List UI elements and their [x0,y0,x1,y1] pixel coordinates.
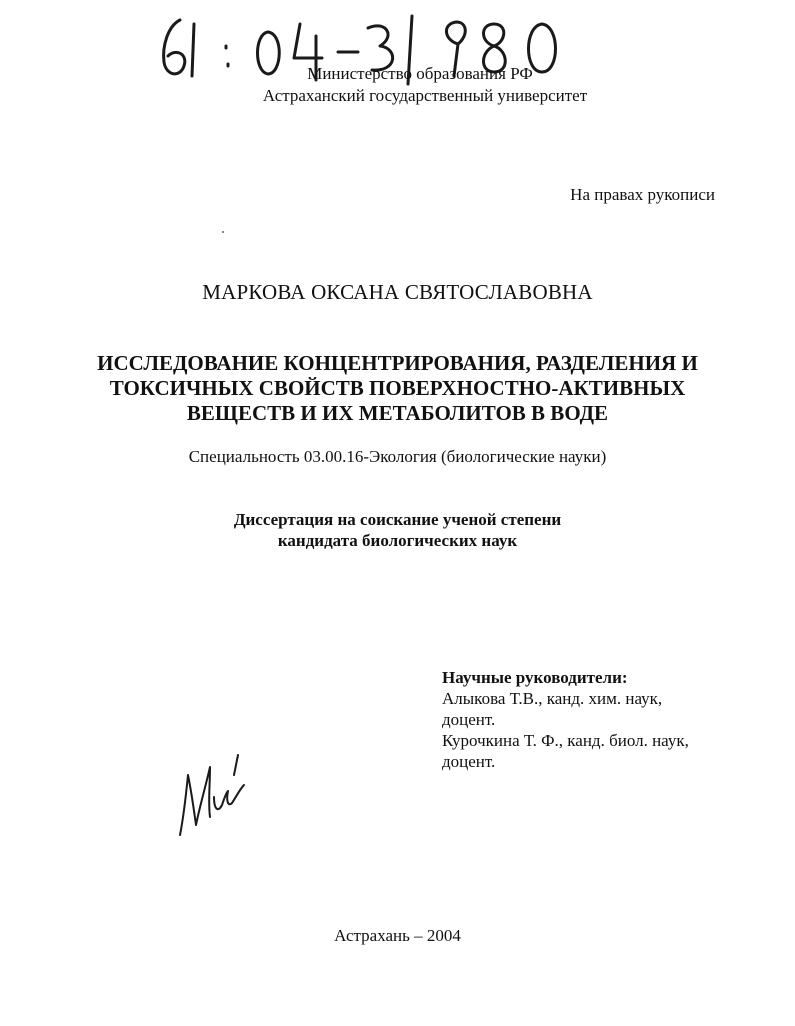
author-name: МАРКОВА ОКСАНА СВЯТОСЛАВОВНА [202,280,593,304]
dissertation-title [0,351,795,426]
supervisor-line: доцент. [442,710,496,729]
degree-line: Диссертация на соискание ученой степени [233,510,562,529]
ministry-name: Министерство образования РФ [307,64,533,83]
supervisor-line: Курочкина Т. Ф., канд. биол. наук, [442,731,689,750]
city-year: Астрахань – 2004 [334,926,461,945]
title-line: ВЕЩЕСТВ И ИХ МЕТАБОЛИТОВ В ВОДЕ [186,401,609,425]
supervisor-line: Алыкова Т.В., канд. хим. наук, [442,689,663,708]
supervisor-line: доцент. [442,752,496,771]
scan-speck [222,231,224,233]
specialty: Специальность 03.00.16-Экология (биологические науки) [188,447,607,466]
title-line: ТОКСИЧНЫХ СВОЙСТВ ПОВЕРХНОСТНО-АКТИВНЫХ [109,376,686,400]
handwritten-signature [170,745,250,845]
supervisors-heading: Научные руководители: [442,668,628,687]
university-name: Астраханский государственный университет [262,86,588,105]
degree-line: кандидата биологических наук [277,531,518,550]
title-line: ИССЛЕДОВАНИЕ КОНЦЕНТРИРОВАНИЯ, РАЗДЕЛЕНИЯ И [97,351,698,375]
rights-note: На правах рукописи [570,185,715,204]
degree-statement [0,509,795,551]
supervisors-block [442,667,762,772]
